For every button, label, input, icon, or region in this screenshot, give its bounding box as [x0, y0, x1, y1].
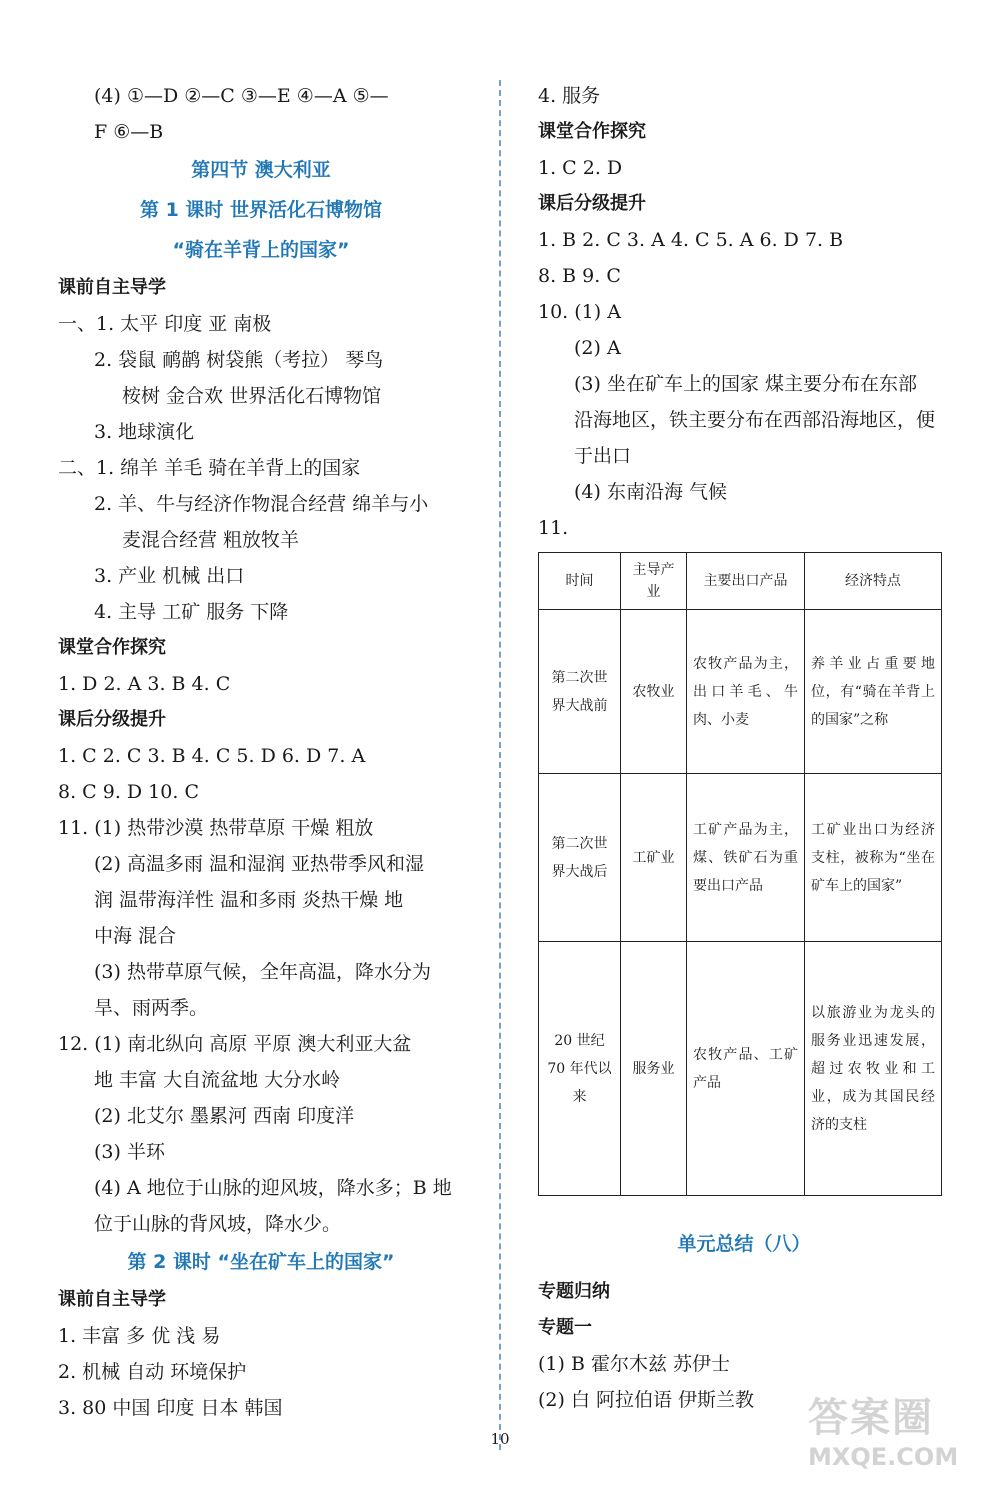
answer-line: 沿海地区，铁主要分布在西部沿海地区，便	[574, 409, 936, 431]
column-divider	[499, 80, 501, 1450]
answer-line: 中海 混合	[94, 925, 177, 947]
answer-line: (4) ①—D ②—C ③—E ④—A ⑤—	[94, 85, 389, 107]
answer-line: 11. (1) 热带沙漠 热带草原 干燥 粗放	[58, 817, 374, 839]
answer-line: 2. 机械 自动 环境保护	[58, 1361, 247, 1383]
unit-summary-title: 单元总结（八）	[677, 1233, 811, 1255]
table-cell: 第二次世界大战后	[539, 774, 621, 942]
answer-line: F ⑥—B	[94, 121, 164, 143]
table-cell: 农牧产品、工矿产品	[687, 942, 805, 1196]
table-cell: 以旅游业为龙头的服务业迅速发展，超过农牧业和工业，成为其国民经济的支柱	[805, 942, 942, 1196]
lesson-subtitle: “骑在羊背上的国家”	[172, 239, 350, 261]
answer-line: 地 丰富 大自流盆地 大分水岭	[94, 1069, 341, 1091]
answer-line: 8. C 9. D 10. C	[58, 781, 199, 803]
table-cell: 工矿业	[621, 774, 687, 942]
answer-line: 1. C 2. D	[538, 157, 623, 179]
answer-line: 11.	[538, 517, 569, 539]
section-title: 第四节 澳大利亚	[191, 159, 331, 181]
table-cell: 服务业	[621, 942, 687, 1196]
table-row	[539, 774, 942, 942]
answer-line: (3) 热带草原气候，全年高温，降水分为	[94, 961, 431, 983]
subheading: 课堂合作探究	[58, 637, 166, 658]
table-header: 主导产业	[621, 553, 687, 610]
answer-line: 12. (1) 南北纵向 高原 平原 澳大利亚大盆	[58, 1033, 412, 1055]
answer-line: (3) 坐在矿车上的国家 煤主要分布在东部	[574, 373, 917, 395]
subheading: 专题一	[538, 1317, 592, 1338]
economy-table	[538, 552, 942, 1196]
table-cell: 养羊业占重要地位，有“骑在羊背上的国家”之称	[805, 610, 942, 774]
answer-line: (2) 高温多雨 温和湿润 亚热带季风和湿	[94, 853, 425, 875]
answer-line: (2) A	[574, 337, 621, 359]
watermark-url: MXQE.COM	[808, 1443, 959, 1471]
answer-line: 4. 服务	[538, 85, 601, 107]
subheading: 课堂合作探究	[538, 121, 646, 142]
answer-line: (2) 白 阿拉伯语 伊斯兰教	[538, 1389, 755, 1411]
table-cell: 农牧业	[621, 610, 687, 774]
answer-line: (4) 东南沿海 气候	[574, 481, 727, 503]
table-cell: 20 世纪 70 年代以来	[539, 942, 621, 1196]
answer-line: 润 温带海洋性 温和多雨 炎热干燥 地	[94, 889, 404, 911]
answer-line: (2) 北艾尔 墨累河 西南 印度洋	[94, 1105, 355, 1127]
answer-line: 10. (1) A	[538, 301, 621, 323]
subheading: 专题归纳	[538, 1281, 610, 1302]
table-header: 经济特点	[805, 553, 942, 610]
subheading: 课前自主导学	[58, 277, 166, 298]
answer-line: (4) A 地位于山脉的迎风坡，降水多；B 地	[94, 1177, 452, 1199]
answer-line: 1. B 2. C 3. A 4. C 5. A 6. D 7. B	[538, 229, 844, 251]
answer-line: 8. B 9. C	[538, 265, 621, 287]
subheading: 课后分级提升	[58, 709, 166, 730]
table-cell: 工矿业出口为经济支柱，被称为“坐在矿车上的国家”	[805, 774, 942, 942]
lesson-title: 第 1 课时 世界活化石博物馆	[139, 199, 383, 221]
table-header-row	[539, 553, 942, 610]
answer-line: 桉树 金合欢 世界活化石博物馆	[122, 385, 382, 407]
table-cell: 农牧产品为主，出口羊毛、牛肉、小麦	[687, 610, 805, 774]
subheading: 课后分级提升	[538, 193, 646, 214]
watermark-logo	[808, 1386, 988, 1490]
right-column	[538, 78, 950, 1418]
answer-line: 2. 羊、牛与经济作物混合经营 绵羊与小	[94, 493, 429, 515]
answer-line: 旱、雨两季。	[94, 997, 209, 1019]
answer-line: (3) 半环	[94, 1141, 165, 1163]
answer-line: 于出口	[574, 445, 632, 467]
watermark-text: 答案圈	[808, 1395, 934, 1441]
answer-line: 1. D 2. A 3. B 4. C	[58, 673, 231, 695]
answer-line: 1. C 2. C 3. B 4. C 5. D 6. D 7. A	[58, 745, 366, 767]
subheading: 课前自主导学	[58, 1289, 166, 1310]
answer-line: 2. 袋鼠 鸸鹋 树袋熊（考拉） 琴鸟	[94, 349, 384, 371]
table-cell: 第二次世界大战前	[539, 610, 621, 774]
table-header: 时间	[539, 553, 621, 610]
answer-line: 3. 产业 机械 出口	[94, 565, 245, 587]
answer-line: 3. 80 中国 印度 日本 韩国	[58, 1397, 283, 1419]
answer-line: 3. 地球演化	[94, 421, 195, 443]
table-row	[539, 610, 942, 774]
answer-line: 4. 主导 工矿 服务 下降	[94, 601, 289, 623]
answer-line: 1. 丰富 多 优 浅 易	[58, 1325, 221, 1347]
left-column	[58, 78, 464, 1426]
answer-line: 麦混合经营 粗放牧羊	[122, 529, 300, 551]
table-row	[539, 942, 942, 1196]
answer-line: 一、1. 太平 印度 亚 南极	[58, 313, 272, 335]
table-cell: 工矿产品为主，煤、铁矿石为重要出口产品	[687, 774, 805, 942]
answer-line: 二、1. 绵羊 羊毛 骑在羊背上的国家	[58, 457, 361, 479]
table-header: 主要出口产品	[687, 553, 805, 610]
lesson-title: 第 2 课时 “坐在矿车上的国家”	[127, 1251, 395, 1273]
answer-line: (1) B 霍尔木兹 苏伊士	[538, 1353, 730, 1375]
page-number: 10	[490, 1430, 510, 1448]
answer-line: 位于山脉的背风坡，降水少。	[94, 1213, 342, 1235]
